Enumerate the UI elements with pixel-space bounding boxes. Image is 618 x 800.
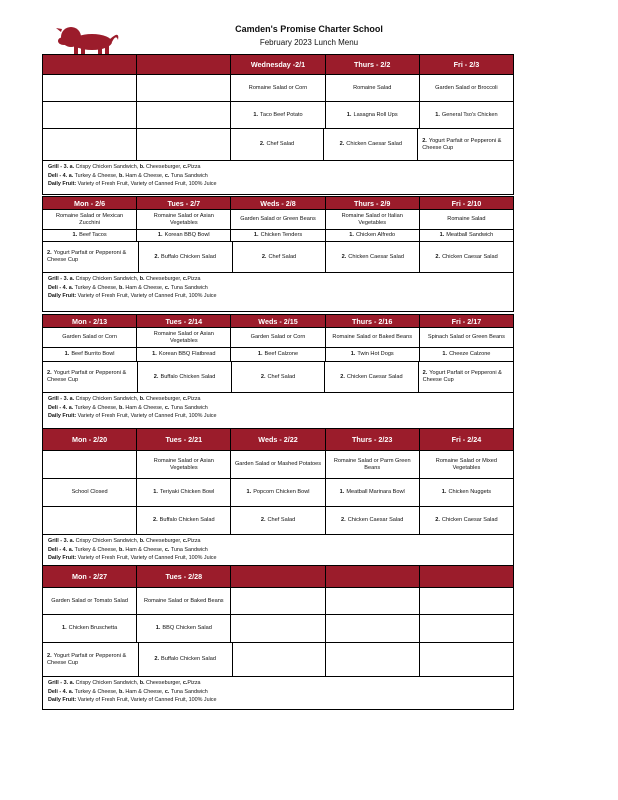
entree-cell bbox=[43, 507, 137, 535]
day-header: Tues - 2/28 bbox=[137, 566, 231, 588]
options-notes: Grill - 3. a. Crispy Chicken Sandwich, b. Cheeseburger, c.Pizza Deli - 4. a. Turkey & Cheese, b. Ham & Cheese, c. Tuna Sandwich Daily Fruit: Variety of Fresh Fruit, Variety of Canned Fruit, 100% Juice bbox=[48, 396, 217, 420]
side-cell: Garden Salad or Broccoli bbox=[420, 75, 513, 102]
day-header: Tues - 2/21 bbox=[137, 429, 231, 451]
week-table bbox=[42, 565, 514, 710]
side-cell bbox=[43, 75, 137, 102]
entree-cell bbox=[420, 643, 513, 677]
day-header: Mon - 2/20 bbox=[43, 429, 137, 451]
entree-cell: 2. Buffalo Chicken Salad bbox=[138, 362, 231, 393]
side-cell: Garden Salad or Corn bbox=[231, 328, 325, 348]
entree-cell bbox=[233, 643, 327, 677]
side-cell bbox=[326, 588, 420, 615]
side-cell: Romaine Salad or Baked Beans bbox=[326, 328, 420, 348]
side-cell: Romaine Salad or Asian Vegetables bbox=[137, 210, 231, 230]
day-header: Weds - 2/22 bbox=[231, 429, 325, 451]
entree-cell: 2. Chef Salad bbox=[233, 242, 327, 273]
week-table bbox=[42, 54, 514, 195]
side-cell: Romaine Salad or Mexican Zucchini bbox=[43, 210, 137, 230]
entree-cell: 1. Popcorn Chicken Bowl bbox=[231, 479, 325, 507]
side-cell bbox=[420, 588, 513, 615]
day-header bbox=[420, 566, 513, 588]
entree-cell: 1. Beef Tacos bbox=[43, 230, 137, 242]
entree-cell: 1. Beef Calzone bbox=[231, 348, 325, 362]
entree-cell: 2. Chef Salad bbox=[231, 129, 325, 161]
side-cell: Romaine Salad or Mixed Vegetables bbox=[420, 451, 513, 479]
options-notes: Grill - 3. a. Crispy Chicken Sandwich, b. Cheeseburger, c.Pizza Deli - 4. a. Turkey & Cheese, b. Ham & Cheese, c. Tuna Sandwich Daily Fruit: Variety of Fresh Fruit, Variety of Canned Fruit, 100% Juice bbox=[48, 680, 217, 704]
entree-cell: 2. Chicken Caesar Salad bbox=[324, 129, 418, 161]
day-header: Thurs - 2/2 bbox=[326, 55, 420, 75]
side-cell: Romaine Salad or Baked Beans bbox=[137, 588, 231, 615]
entree-cell: 2. Chef Salad bbox=[231, 507, 325, 535]
entree-cell: 2. Yogurt Parfait or Pepperoni & Cheese Cup bbox=[43, 362, 138, 393]
side-cell: Romaine Salad bbox=[326, 75, 420, 102]
side-cell: Garden Salad or Green Beans bbox=[231, 210, 325, 230]
entree-cell: 1. General Tso's Chicken bbox=[420, 102, 513, 129]
entree-cell: 1. Chicken Bruschetta bbox=[43, 615, 137, 643]
entree-cell: 2. Chef Salad bbox=[232, 362, 325, 393]
day-header bbox=[231, 566, 325, 588]
entree-cell: 1. BBQ Chicken Salad bbox=[137, 615, 231, 643]
day-header bbox=[326, 566, 420, 588]
entree-cell: 1. Lasagna Roll Ups bbox=[326, 102, 420, 129]
week-table bbox=[42, 196, 514, 312]
entree-cell bbox=[137, 129, 231, 161]
side-cell: Romaine Salad or Parm Green Beans bbox=[326, 451, 420, 479]
options-notes: Grill - 3. a. Crispy Chicken Sandwich, b. Cheeseburger, c.Pizza Deli - 4. a. Turkey & Cheese, b. Ham & Cheese, c. Tuna Sandwich Daily Fruit: Variety of Fresh Fruit, Variety of Canned Fruit, 100% Juice bbox=[48, 276, 217, 300]
side-cell: Romaine Salad or Italian Vegetables bbox=[326, 210, 420, 230]
week-table bbox=[42, 314, 514, 430]
day-header: Mon - 2/27 bbox=[43, 566, 137, 588]
entree-cell: 1. Chicken Tenders bbox=[231, 230, 325, 242]
entree-cell: 2. Buffalo Chicken Salad bbox=[139, 643, 233, 677]
day-header: Mon - 2/13 bbox=[43, 315, 137, 328]
entree-cell: 2. Yogurt Parfait or Pepperoni & Cheese Cup bbox=[418, 129, 513, 161]
entree-cell: 1. Meatball Marinara Bowl bbox=[326, 479, 420, 507]
day-header: Thurs - 2/9 bbox=[326, 197, 420, 210]
entree-cell bbox=[420, 615, 513, 643]
entree-cell: 1. Korean BBQ Flatbread bbox=[137, 348, 231, 362]
entree-cell: 2. Yogurt Parfait or Pepperoni & Cheese Cup bbox=[43, 643, 139, 677]
options-notes: Grill - 3. a. Crispy Chicken Sandwich, b. Cheeseburger, c.Pizza Deli - 4. a. Turkey & Cheese, b. Ham & Cheese, c. Tuna Sandwich Daily Fruit: Variety of Fresh Fruit, Variety of Canned Fruit, 100% Juice bbox=[48, 164, 217, 188]
closed-cell: School Closed bbox=[43, 479, 137, 507]
entree-cell: 1. Beef Burrito Bowl bbox=[43, 348, 137, 362]
entree-cell: 2. Chicken Caesar Salad bbox=[420, 242, 513, 273]
day-header: Fri - 2/17 bbox=[420, 315, 513, 328]
entree-cell: 2. Chicken Caesar Salad bbox=[326, 242, 420, 273]
entree-cell bbox=[43, 129, 137, 161]
entree-cell: 1. Teriyaki Chicken Bowl bbox=[137, 479, 231, 507]
entree-cell: 2. Chicken Caesar Salad bbox=[420, 507, 513, 535]
day-header bbox=[137, 55, 231, 75]
day-header: Wednesday -2/1 bbox=[231, 55, 325, 75]
side-cell bbox=[137, 75, 231, 102]
menu-title: February 2023 Lunch Menu bbox=[259, 38, 359, 47]
entree-cell bbox=[326, 615, 420, 643]
entree-cell bbox=[231, 615, 325, 643]
side-cell: Spinach Salad or Green Beans bbox=[420, 328, 513, 348]
day-header: Tues - 2/14 bbox=[137, 315, 231, 328]
day-header: Fri - 2/3 bbox=[420, 55, 513, 75]
entree-cell: 1. Korean BBQ Bowl bbox=[137, 230, 231, 242]
day-header: Thurs - 2/23 bbox=[326, 429, 420, 451]
day-header: Mon - 2/6 bbox=[43, 197, 137, 210]
side-cell bbox=[43, 451, 137, 479]
side-cell: Garden Salad or Tomato Salad bbox=[43, 588, 137, 615]
side-cell: Romaine Salad bbox=[420, 210, 513, 230]
side-cell: Garden Salad or Corn bbox=[43, 328, 137, 348]
entree-cell: 2. Buffalo Chicken Salad bbox=[139, 242, 233, 273]
entree-cell: 1. Meatball Sandwich bbox=[420, 230, 513, 242]
day-header: Fri - 2/24 bbox=[420, 429, 513, 451]
entree-cell: 2. Chicken Caesar Salad bbox=[325, 362, 418, 393]
side-cell: Garden Salad or Mashed Potatoes bbox=[231, 451, 325, 479]
day-header: Thurs - 2/16 bbox=[326, 315, 420, 328]
entree-cell: 1. Twin Hot Dogs bbox=[326, 348, 420, 362]
day-header: Tues - 2/7 bbox=[137, 197, 231, 210]
day-header: Weds - 2/8 bbox=[231, 197, 325, 210]
day-header: Weds - 2/15 bbox=[231, 315, 325, 328]
entree-cell: 1. Cheeze Calzone bbox=[420, 348, 513, 362]
entree-cell: 2. Yogurt Parfait or Pepperoni & Cheese Cup bbox=[419, 362, 513, 393]
school-name: Camden's Promise Charter School bbox=[235, 24, 383, 34]
options-notes: Grill - 3. a. Crispy Chicken Sandwich, b. Cheeseburger, c.Pizza Deli - 4. a. Turkey & Cheese, b. Ham & Cheese, c. Tuna Sandwich Daily Fruit: Variety of Fresh Fruit, Variety of Canned Fruit, 100% Juice bbox=[48, 538, 217, 562]
entree-cell bbox=[326, 643, 420, 677]
side-cell: Romaine Salad or Asian Vegetables bbox=[137, 328, 231, 348]
entree-cell: 1. Taco Beef Potato bbox=[231, 102, 325, 129]
side-cell: Romaine Salad or Corn bbox=[231, 75, 325, 102]
entree-cell: 1. Chicken Alfredo bbox=[326, 230, 420, 242]
day-header bbox=[43, 55, 137, 75]
week-table bbox=[42, 428, 514, 569]
entree-cell: 2. Buffalo Chicken Salad bbox=[137, 507, 231, 535]
side-cell: Romaine Salad or Asian Vegetables bbox=[137, 451, 231, 479]
entree-cell: 1. Chicken Nuggets bbox=[420, 479, 513, 507]
entree-cell bbox=[137, 102, 231, 129]
entree-cell bbox=[43, 102, 137, 129]
entree-cell: 2. Yogurt Parfait or Pepperoni & Cheese Cup bbox=[43, 242, 139, 273]
day-header: Fri - 2/10 bbox=[420, 197, 513, 210]
side-cell bbox=[231, 588, 325, 615]
entree-cell: 2. Chicken Caesar Salad bbox=[326, 507, 420, 535]
